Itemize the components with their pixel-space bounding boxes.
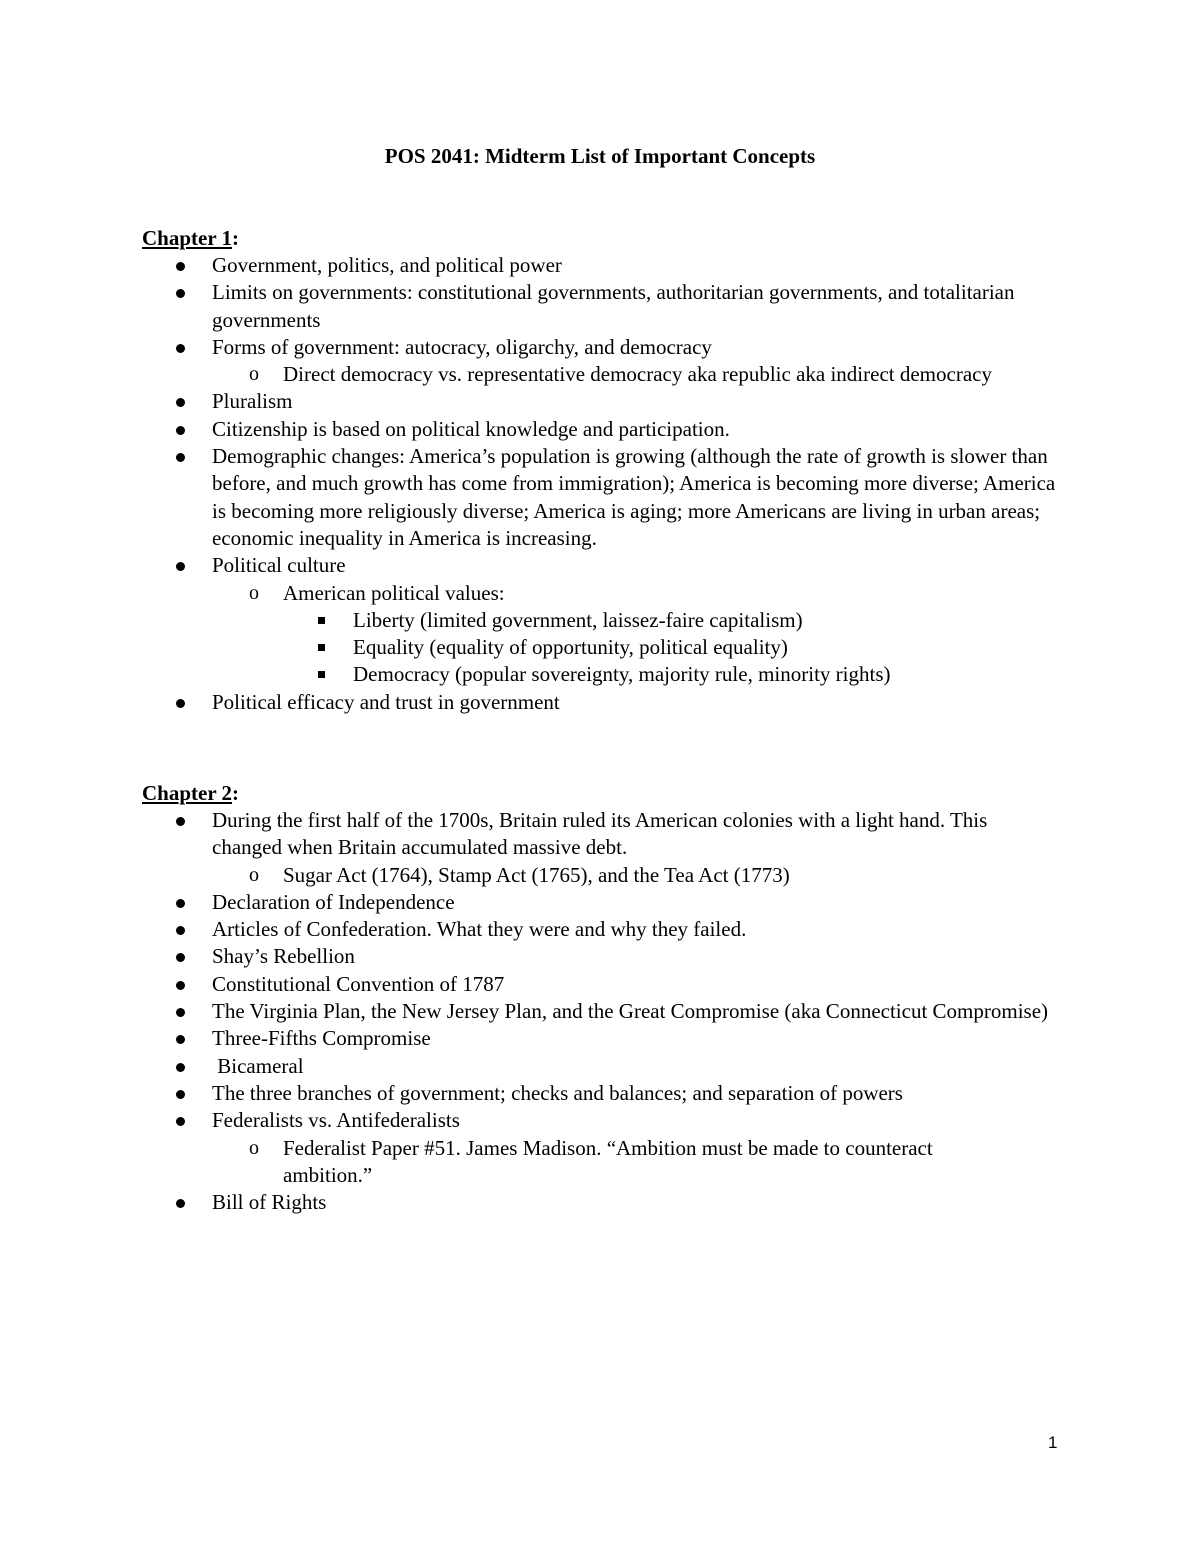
list-item-text: Equality (equality of opportunity, political equality) xyxy=(353,635,788,660)
list-item xyxy=(0,1080,1062,1107)
bullet-icon xyxy=(176,981,185,990)
list-item-text: Liberty (limited government, laissez-faire capitalism) xyxy=(353,607,803,632)
chapter-1-list xyxy=(0,252,1200,716)
list-item-text: Bicameral xyxy=(212,1053,304,1078)
circle-bullet-icon: o xyxy=(249,363,259,386)
bullet-icon xyxy=(176,1063,185,1072)
list-item-text: Declaration of Independence xyxy=(212,889,455,914)
bullet-icon xyxy=(176,953,185,962)
list-item-text: American political values: xyxy=(283,580,505,605)
list-item-text: Democracy (popular sovereignty, majority rule, minority rights) xyxy=(353,662,891,687)
list-item-text: Constitutional Convention of 1787 xyxy=(212,971,505,996)
page-number: 1 xyxy=(1048,1433,1058,1452)
chapter-1-heading xyxy=(142,224,239,252)
bullet-icon xyxy=(176,344,185,353)
list-item xyxy=(0,334,1062,361)
list-item xyxy=(0,1025,1062,1052)
list-item-text: Federalists vs. Antifederalists xyxy=(212,1108,460,1133)
list-item xyxy=(0,580,1003,607)
list-item-text: Demographic changes: America’s population is growing (although the rate of growth is slower than before, and much growth has come from immigration); America is becoming more diverse; America is becoming more religiously diverse; America is aging; more Americans are living in urban areas; economic inequality in America is increasing. xyxy=(212,444,1056,550)
bullet-icon xyxy=(176,1090,185,1099)
list-item xyxy=(0,943,1062,970)
list-item-text: Direct democracy vs. representative democracy aka republic aka indirect democracy xyxy=(283,362,992,387)
chapter-2-heading-text: Chapter 2 xyxy=(142,781,233,805)
list-item-text: Political culture xyxy=(212,553,346,578)
list-item xyxy=(0,552,1062,579)
bullet-icon xyxy=(176,262,185,271)
list-item xyxy=(0,388,1062,415)
list-item xyxy=(0,807,1062,862)
list-item xyxy=(0,889,1062,916)
bullet-icon xyxy=(176,817,185,826)
list-item-text: Forms of government: autocracy, oligarchy, and democracy xyxy=(212,334,712,359)
bullet-icon xyxy=(176,453,185,462)
circle-bullet-icon: o xyxy=(249,581,259,604)
list-item-text: Shay’s Rebellion xyxy=(212,944,355,969)
list-item-text: Political efficacy and trust in government xyxy=(212,689,560,714)
square-bullet-icon xyxy=(318,617,325,624)
list-item-text: Government, politics, and political power xyxy=(212,253,562,277)
list-item xyxy=(0,862,1003,889)
list-item-text: Articles of Confederation. What they were and why they failed. xyxy=(212,917,747,942)
list-item-text: Sugar Act (1764), Stamp Act (1765), and the Tea Act (1773) xyxy=(283,862,790,887)
bullet-icon xyxy=(176,1117,185,1126)
list-item xyxy=(0,252,1062,279)
list-item-text: Limits on governments: constitutional governments, authoritarian governments, and totalitarian governments xyxy=(212,280,1015,332)
list-item xyxy=(0,971,1062,998)
chapter-2-list xyxy=(0,807,1200,1216)
bullet-icon xyxy=(176,1199,185,1208)
list-item xyxy=(0,1135,1003,1190)
list-item-text: Federalist Paper #51. James Madison. “Ambition must be made to counteract ambition.” xyxy=(283,1135,933,1187)
list-item xyxy=(0,1053,1062,1080)
list-item xyxy=(0,279,1062,334)
chapter-1-heading-colon: : xyxy=(232,226,240,250)
list-item xyxy=(0,661,1053,688)
list-item xyxy=(0,443,1062,552)
chapter-2-heading xyxy=(142,779,239,807)
bullet-icon xyxy=(176,426,185,435)
list-item xyxy=(0,1189,1062,1216)
document-title: POS 2041: Midterm List of Important Concepts xyxy=(384,144,816,168)
list-item xyxy=(0,1107,1062,1134)
list-item-text: Pluralism xyxy=(212,389,293,414)
list-item xyxy=(0,361,1003,388)
list-item-text: During the first half of the 1700s, Britain ruled its American colonies with a light hand. This changed when Britain accumulated massive debt. xyxy=(212,808,988,860)
square-bullet-icon xyxy=(318,671,325,678)
bullet-icon xyxy=(176,562,185,571)
list-item xyxy=(0,916,1062,943)
list-item xyxy=(0,607,1053,634)
list-item-text: The three branches of government; checks and balances; and separation of powers xyxy=(212,1080,903,1105)
bullet-icon xyxy=(176,1008,185,1017)
circle-bullet-icon: o xyxy=(249,863,259,886)
circle-bullet-icon: o xyxy=(249,1136,259,1159)
list-item xyxy=(0,689,1062,716)
bullet-icon xyxy=(176,926,185,935)
list-item xyxy=(0,634,1053,661)
list-item-text: The Virginia Plan, the New Jersey Plan, and the Great Compromise (aka Connecticut Compromise) xyxy=(212,999,1049,1024)
list-item-text: Bill of Rights xyxy=(212,1190,327,1215)
bullet-icon xyxy=(176,398,185,407)
list-item-text: Citizenship is based on political knowledge and participation. xyxy=(212,416,730,441)
bullet-icon xyxy=(176,1035,185,1044)
list-item xyxy=(0,998,1062,1025)
list-item-text: Three-Fifths Compromise xyxy=(212,1026,431,1051)
square-bullet-icon xyxy=(318,644,325,651)
bullet-icon xyxy=(176,289,185,298)
list-item xyxy=(0,416,1062,443)
chapter-2-heading-colon: : xyxy=(232,781,240,805)
bullet-icon xyxy=(176,899,185,908)
bullet-icon xyxy=(176,699,185,708)
chapter-1-heading-text: Chapter 1 xyxy=(142,226,233,250)
